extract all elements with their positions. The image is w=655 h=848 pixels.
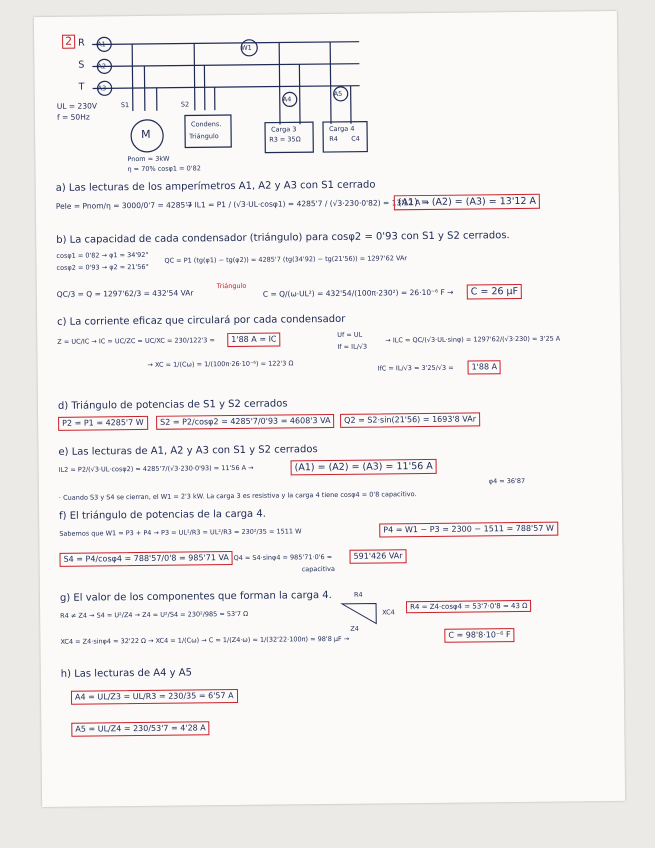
section-c-title: c) La corriente eficaz que circulará por cada condensador: [57, 313, 346, 328]
section-c-ilc: → ILC = QC/(√3·UL·sinφ) = 1297'62/(√3·230) = 3'25 A: [385, 334, 561, 345]
section-g-result: C = 98'8·10⁻⁶ F: [444, 628, 514, 642]
load3-r-label: R3 = 35Ω: [269, 135, 301, 144]
load3-title: Carga 3: [271, 125, 297, 134]
frequency-label: f = 50Hz: [56, 112, 90, 122]
section-b-cos2: cosφ2 = 0'93 → φ2 = 21'56°: [56, 262, 149, 272]
problem-number: 2: [62, 35, 75, 49]
phase-s-label: S: [78, 59, 85, 71]
section-f-eq1: Sabemos que W1 = P3 + P4 → P3 = UL²/R3 = UL²/R3 = 230²/35 = 1511 W: [59, 527, 302, 538]
section-d-title: d) Triángulo de potencias de S1 y S2 cerrados: [57, 398, 288, 412]
switch-2-label: S2: [180, 100, 190, 109]
power-triangle-icon: [340, 599, 380, 627]
phi4-note: φ4 = 36'87: [488, 476, 526, 486]
section-a-title: a) Las lecturas de los amperímetros A1, A2 y A3 con S1 cerrado: [55, 179, 376, 194]
triangle-x-label: XC4: [382, 608, 395, 617]
section-b-cap: C = Q/(ω·UL²) = 432'54/(100π·230²) = 26·10⁻⁶ F →: [262, 287, 454, 299]
section-e-result: (A1) = (A2) = (A3) = 11'56 A: [291, 459, 437, 476]
notebook-page: [34, 11, 625, 807]
section-b-triangle: Triángulo: [216, 281, 247, 291]
voltage-label: UL = 230V: [56, 101, 98, 111]
motor-eff-label: η = 70% cosφ1 = 0'82: [127, 164, 201, 174]
circuit-diagram: [34, 11, 619, 177]
section-c-eq2: → XC = 1/(Cω) = 1/(100π·26·10⁻⁶) = 122'3 Ω: [147, 359, 294, 369]
capacitors-label: Condens.: [190, 120, 222, 129]
section-f-cap-label: capacitiva: [301, 564, 335, 574]
section-d-p: P2 = P1 = 4285'7 W: [58, 416, 148, 431]
section-e-title: e) Las lecturas de A1, A2 y A3 con S1 y S2 cerrados: [58, 444, 318, 458]
section-f-q4: Q4 = S4·sinφ4 = 985'71·0'6 =: [233, 552, 333, 563]
load4-title: Carga 4: [329, 124, 355, 133]
section-c-result1: 1'88 A = IC: [227, 333, 280, 347]
phase-r-label: R: [78, 37, 85, 49]
section-b-qdelta: QC/3 = Q = 1297'62/3 = 432'54 VAr: [56, 288, 194, 299]
section-h-a4: A4 = UL/Z3 = UL/R3 = 230/35 = 6'57 A: [71, 689, 238, 704]
section-c-delta1: Uf = UL: [337, 330, 363, 339]
capacitors-conn-label: Triángulo: [189, 132, 219, 141]
section-c-result2: 1'88 A: [468, 360, 502, 374]
section-b-title: b) La capacidad de cada condensador (triángulo) para cosφ2 = 0'93 con S1 y S2 cerrados.: [56, 230, 510, 246]
section-a-eq2: → IL1 = P1 / (√3·UL·cosφ1) = 4285'7 / (√3·230·0'82) = 13'12 A →: [185, 197, 430, 210]
section-f-title: f) El triángulo de potencias de la carga 4.: [59, 508, 266, 522]
triangle-z-label: Z4: [350, 624, 359, 633]
section-d-s: S2 = P2/cosφ2 = 4285'7/0'93 = 4608'3 VA: [156, 414, 335, 429]
section-b-qc: QC = P1 (tg(φ1) − tg(φ2)) = 4285'7 (tg(34'92) − tg(21'56)) = 1297'62 VAr: [164, 254, 408, 265]
section-g-xc4: XC4 = Z4·sinφ4 = 32'22 Ω → XC4 = 1/(Cω) → C = 1/(Z4·ω) = 1/(32'22·100π) = 98'8 µF →: [60, 634, 350, 646]
wattmeter-label: W1: [241, 43, 252, 52]
ammeter-1-label: A1: [97, 40, 106, 49]
section-c-eq1: Z = UC/IC → IC = UC/ZC = UC/XC = 230/122'3 =: [57, 336, 215, 346]
motor-symbol: M: [141, 127, 151, 141]
section-a-eq1: Pele = Pnom/η = 3000/0'7 = 4285'7: [55, 200, 193, 211]
section-b-cos1: cosφ1 = 0'82 → φ1 = 34'92°: [56, 250, 149, 260]
ammeter-4-label: A4: [282, 95, 292, 104]
phase-t-label: T: [78, 81, 85, 93]
section-b-result: C = 26 µF: [467, 284, 522, 300]
section-g-title: g) El valor de los componentes que forman la carga 4.: [59, 589, 332, 604]
section-f-p4: P4 = W1 − P3 = 2300 − 1511 = 788'57 W: [379, 522, 558, 537]
triangle-r-label: R4: [353, 590, 363, 599]
ammeter-3-label: A3: [97, 84, 107, 93]
section-d-q: Q2 = S2·sin(21'56) = 1693'8 VAr: [340, 412, 480, 427]
section-e-eq: IL2 = P2/(√3·UL·cosφ2) = 4285'7/(√3·230·0'93) = 11'56 A →: [58, 463, 254, 474]
section-h-title: h) Las lecturas de A4 y A5: [60, 667, 193, 680]
load4-c-label: C4: [351, 134, 360, 143]
switch-1-label: S1: [120, 101, 130, 110]
section-g-eq1: R4 ≠ Z4 → S4 = U²/Z4 → Z4 = U²/S4 = 230²/985 = 53'7 Ω: [60, 609, 249, 620]
section-f-q4-result: 591'426 VAr: [349, 549, 406, 563]
motor-power-label: Pnom = 3kW: [127, 154, 170, 164]
ammeter-2-label: A2: [97, 62, 107, 71]
section-a-result: (A1) = (A2) = (A3) = 13'12 A: [394, 194, 540, 211]
section-g-r4: R4 = Z4·cosφ4 = 53'7·0'8 = 43 Ω: [406, 600, 532, 614]
section-c-ifc: IfC = IL/√3 = 3'25/√3 =: [377, 363, 454, 373]
load4-r-label: R4: [329, 134, 338, 143]
section-h-a5: A5 = UL/Z4 = 230/53'7 = 4'28 A: [71, 721, 210, 736]
note-text: · Cuando S3 y S4 se cierran, el W1 = 2'3 kW. La carga 3 es resistiva y la carga 4 tiene cosφ4 = 0'8 capacitivo.: [58, 490, 417, 502]
section-c-delta2: If = IL/√3: [337, 342, 368, 351]
section-f-s4: S4 = P4/cosφ4 = 788'57/0'8 = 985'71 VA: [59, 551, 232, 566]
ammeter-5-label: A5: [333, 89, 343, 98]
